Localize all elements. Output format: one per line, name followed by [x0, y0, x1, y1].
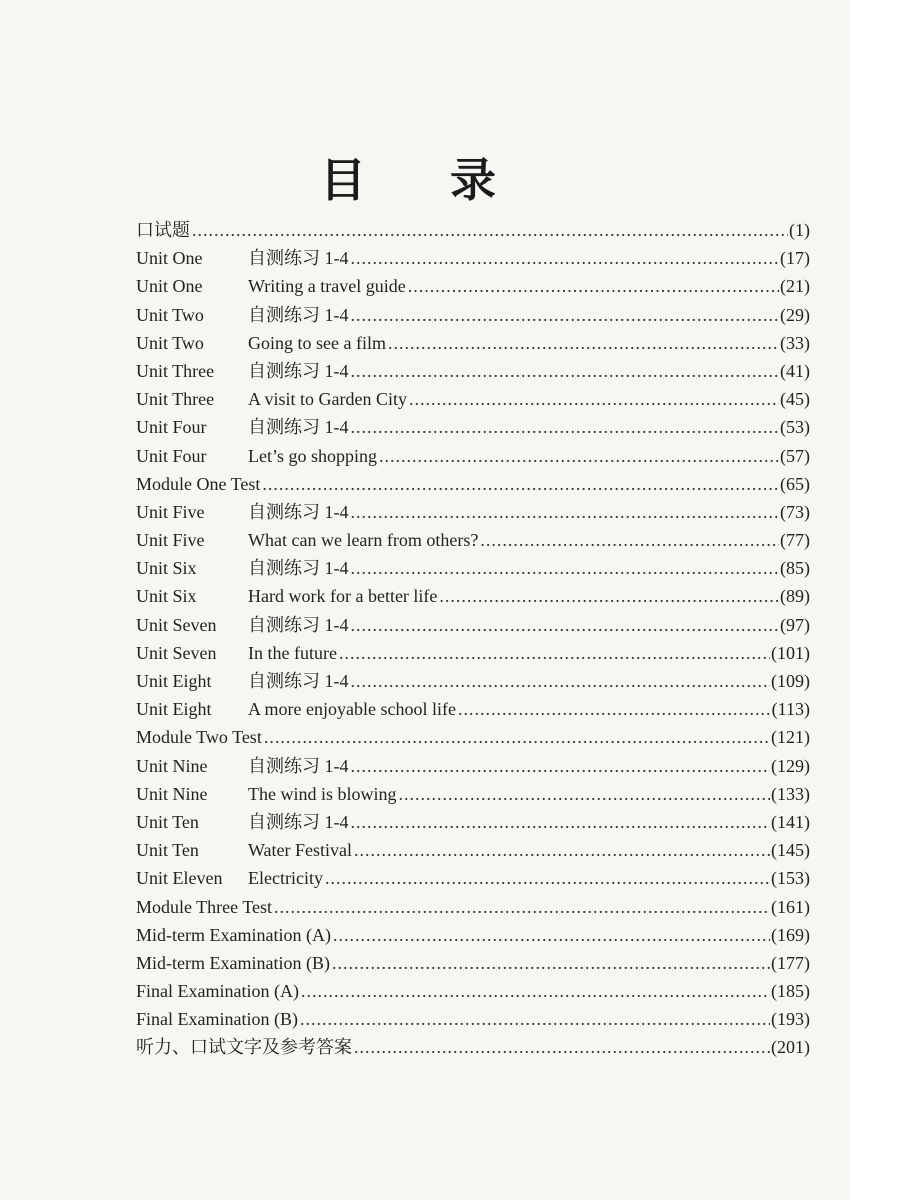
- toc-entry: [136, 780, 810, 808]
- toc-entry: [136, 272, 810, 300]
- toc-entry-title: 自测练习 1-4: [248, 614, 349, 635]
- toc-entry-line: [248, 301, 810, 329]
- toc-entry-line: [248, 244, 810, 272]
- toc-entry-line: [248, 498, 810, 526]
- toc-entry-title: 自测练习 1-4: [248, 811, 349, 832]
- toc-entry-line: [248, 554, 810, 582]
- toc-page-number: (153): [771, 868, 810, 889]
- table-of-contents: [136, 216, 810, 1062]
- toc-page-number: (57): [780, 445, 810, 466]
- toc-entry: [136, 413, 810, 441]
- toc-unit-label: Unit Nine: [136, 783, 208, 804]
- toc-entry-title: 自测练习 1-4: [248, 558, 349, 579]
- toc-page-number: (73): [780, 501, 810, 522]
- toc-entry-title: Electricity: [248, 868, 323, 889]
- toc-entry-line: [248, 582, 810, 610]
- dot-leader: [351, 752, 771, 780]
- toc-unit-label: Unit Eleven: [136, 868, 223, 889]
- toc-entry: [136, 216, 810, 244]
- toc-page-number: (121): [771, 727, 810, 748]
- toc-entry: [136, 385, 810, 413]
- toc-page-number: (97): [780, 614, 810, 635]
- toc-entry-title: Going to see a film: [248, 332, 386, 353]
- toc-entry: [136, 808, 810, 836]
- toc-entry-title: In the future: [248, 642, 337, 663]
- toc-unit-label: Unit Seven: [136, 614, 217, 635]
- toc-entry-line: [136, 921, 810, 949]
- toc-entry: [136, 893, 810, 921]
- toc-entry-title: Hard work for a better life: [248, 586, 438, 607]
- toc-page-number: (85): [780, 558, 810, 579]
- toc-entry-line: [248, 667, 810, 695]
- toc-entry: [136, 470, 810, 498]
- toc-entry: [136, 582, 810, 610]
- dot-leader: [379, 442, 779, 470]
- toc-page-number: (169): [771, 924, 810, 945]
- toc-unit-label: Unit Eight: [136, 699, 212, 720]
- toc-entry-title: Let’s go shopping: [248, 445, 377, 466]
- toc-entry-line: [248, 611, 810, 639]
- toc-entry: [136, 949, 810, 977]
- toc-unit-label: Unit Six: [136, 558, 197, 579]
- toc-entry-title: Mid-term Examination (B): [136, 952, 330, 973]
- toc-page-number: (45): [780, 389, 810, 410]
- toc-entry-title: What can we learn from others?: [248, 530, 479, 551]
- toc-unit-label: Unit Five: [136, 501, 205, 522]
- toc-entry-title: Final Examination (A): [136, 981, 299, 1002]
- toc-entry-title: 自测练习 1-4: [248, 304, 349, 325]
- toc-entry: [136, 639, 810, 667]
- toc-page-number: (201): [771, 1037, 810, 1058]
- toc-entry-title: 口试题: [136, 220, 190, 240]
- toc-unit-label: Unit Three: [136, 360, 215, 381]
- toc-entry-line: [248, 442, 810, 470]
- toc-page-number: (109): [771, 671, 810, 691]
- toc-page-number: (1): [789, 220, 810, 240]
- dot-leader: [408, 272, 779, 300]
- toc-entry-line: [248, 836, 810, 864]
- toc-entry: [136, 977, 810, 1005]
- toc-entry-line: [136, 893, 810, 921]
- toc-entry-line: [248, 752, 810, 780]
- dot-leader: [351, 498, 780, 526]
- toc-page-number: (133): [771, 783, 810, 804]
- toc-entry-title: 听力、口试文字及参考答案: [136, 1037, 352, 1058]
- toc-entry-title: Module One Test: [136, 473, 261, 494]
- toc-entry-line: [248, 526, 810, 554]
- toc-unit-label: Unit Three: [136, 389, 215, 410]
- toc-entry: [136, 921, 810, 949]
- toc-entry-title: Mid-term Examination (A): [136, 924, 331, 945]
- toc-unit-label: Unit Ten: [136, 840, 199, 861]
- toc-page-number: (21): [780, 276, 810, 297]
- dot-leader: [300, 1005, 770, 1033]
- toc-entry-title: Module Three Test: [136, 896, 273, 917]
- toc-entry: [136, 695, 810, 723]
- dot-leader: [409, 385, 779, 413]
- toc-entry-line: [248, 272, 810, 300]
- toc-entry: [136, 1033, 810, 1061]
- toc-entry: [136, 301, 810, 329]
- toc-page-number: (185): [771, 981, 810, 1002]
- page-title: 目 录: [319, 153, 530, 207]
- toc-entry-title: The wind is blowing: [248, 783, 397, 804]
- toc-unit-label: Unit Nine: [136, 755, 208, 776]
- toc-entry-line: [136, 1033, 810, 1061]
- toc-entry-title: A more enjoyable school life: [248, 699, 456, 720]
- toc-page-number: (141): [771, 811, 810, 832]
- toc-entry-title: Water Festival: [248, 840, 353, 861]
- toc-page-number: (101): [771, 642, 810, 663]
- dot-leader: [439, 582, 779, 610]
- toc-entry-title: Writing a travel guide: [248, 276, 406, 297]
- toc-entry-line: [136, 949, 810, 977]
- dot-leader: [351, 301, 780, 329]
- toc-entry-line: [248, 357, 810, 385]
- toc-entry: [136, 723, 810, 751]
- toc-entry: [136, 611, 810, 639]
- toc-entry-title: Module Two Test: [136, 727, 262, 748]
- toc-entry-title: Final Examination (B): [136, 1009, 298, 1030]
- toc-page-number: (89): [780, 586, 810, 607]
- toc-entry: [136, 752, 810, 780]
- toc-entry-title: 自测练习 1-4: [248, 417, 349, 438]
- toc-entry: [136, 498, 810, 526]
- toc-entry: [136, 1005, 810, 1033]
- toc-entry: [136, 357, 810, 385]
- dot-leader: [192, 216, 788, 244]
- toc-unit-label: Unit Seven: [136, 642, 217, 663]
- toc-page-number: (113): [771, 699, 810, 720]
- dot-leader: [264, 723, 770, 751]
- dot-leader: [325, 864, 770, 892]
- toc-page-number: (129): [771, 755, 810, 776]
- dot-leader: [480, 526, 779, 554]
- page-margin: [850, 0, 900, 1200]
- toc-entry-line: [248, 639, 810, 667]
- toc-page-number: (53): [780, 417, 810, 438]
- dot-leader: [388, 329, 779, 357]
- toc-entry: [136, 526, 810, 554]
- dot-leader: [332, 949, 770, 977]
- toc-page-number: (193): [771, 1009, 810, 1030]
- toc-entry-title: 自测练习 1-4: [248, 248, 349, 269]
- toc-entry: [136, 329, 810, 357]
- toc-entry: [136, 667, 810, 695]
- dot-leader: [354, 1033, 770, 1061]
- toc-unit-label: Unit One: [136, 276, 203, 297]
- toc-entry-line: [248, 695, 810, 723]
- toc-entry-line: [248, 329, 810, 357]
- toc-unit-label: Unit One: [136, 248, 203, 269]
- toc-unit-label: Unit Eight: [136, 671, 212, 691]
- dot-leader: [351, 667, 771, 695]
- dot-leader: [351, 808, 771, 836]
- toc-entry-title: 自测练习 1-4: [248, 671, 349, 691]
- toc-page-number: (161): [771, 896, 810, 917]
- dot-leader: [351, 413, 780, 441]
- dot-leader: [351, 554, 780, 582]
- toc-entry-title: A visit to Garden City: [248, 389, 407, 410]
- toc-entry-line: [248, 780, 810, 808]
- toc-entry-line: [248, 413, 810, 441]
- toc-entry-title: 自测练习 1-4: [248, 501, 349, 522]
- toc-entry: [136, 244, 810, 272]
- toc-page-number: (33): [780, 332, 810, 353]
- toc-page-number: (177): [771, 952, 810, 973]
- toc-entry-line: [136, 977, 810, 1005]
- toc-page-number: (29): [780, 304, 810, 325]
- dot-leader: [351, 357, 780, 385]
- toc-entry-line: [136, 723, 810, 751]
- toc-page-number: (65): [780, 473, 810, 494]
- toc-unit-label: Unit Five: [136, 530, 205, 551]
- toc-entry: [136, 442, 810, 470]
- toc-page-number: (17): [780, 248, 810, 269]
- toc-entry-line: [136, 216, 810, 244]
- toc-entry-line: [136, 470, 810, 498]
- dot-leader: [399, 780, 771, 808]
- toc-unit-label: Unit Four: [136, 445, 207, 466]
- toc-entry-line: [248, 864, 810, 892]
- dot-leader: [351, 244, 780, 272]
- toc-entry: [136, 554, 810, 582]
- toc-unit-label: Unit Two: [136, 304, 204, 325]
- toc-page-number: (145): [771, 840, 810, 861]
- toc-entry-title: 自测练习 1-4: [248, 755, 349, 776]
- toc-unit-label: Unit Ten: [136, 811, 199, 832]
- dot-leader: [351, 611, 780, 639]
- toc-entry-title: 自测练习 1-4: [248, 360, 349, 381]
- dot-leader: [262, 470, 779, 498]
- toc-page-number: (77): [780, 530, 810, 551]
- dot-leader: [301, 977, 770, 1005]
- toc-unit-label: Unit Two: [136, 332, 204, 353]
- dot-leader: [274, 893, 770, 921]
- dot-leader: [458, 695, 771, 723]
- dot-leader: [354, 836, 770, 864]
- toc-page-number: (41): [780, 360, 810, 381]
- toc-entry-line: [248, 385, 810, 413]
- toc-entry: [136, 836, 810, 864]
- toc-entry: [136, 864, 810, 892]
- toc-unit-label: Unit Four: [136, 417, 207, 438]
- toc-unit-label: Unit Six: [136, 586, 197, 607]
- dot-leader: [339, 639, 770, 667]
- toc-entry-line: [136, 1005, 810, 1033]
- dot-leader: [333, 921, 770, 949]
- toc-entry-line: [248, 808, 810, 836]
